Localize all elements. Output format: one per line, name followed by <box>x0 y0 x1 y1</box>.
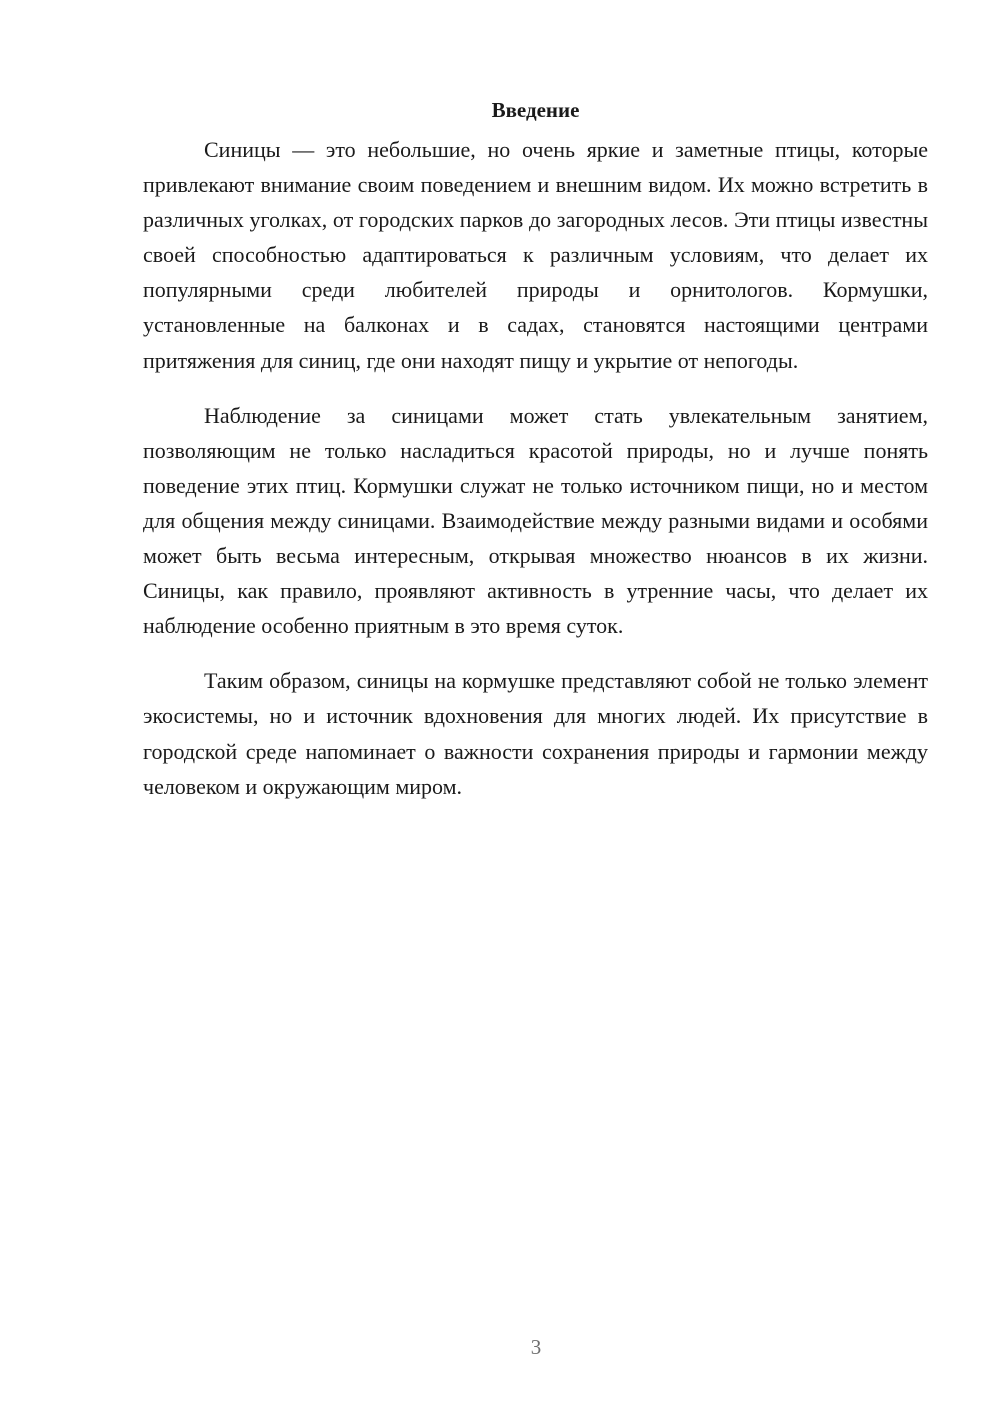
page-number: 3 <box>530 1335 542 1359</box>
section-heading: Введение <box>491 98 580 122</box>
paragraph-1: Синицы — это небольшие, но очень яркие и заметные птицы, которые привлекают внимание своим поведением и внешним видом. Их можно встретить в различных уголках, от городских парков до загородных лесов. Эти птицы известны своей способностью адаптироваться к различным условиям, что делает их популярными среди любителей природы и орнитологов. Кормушки, установленные на балконах и в садах, становятся настоящими центрами притяжения для синиц, где они находят пищу и укрытие от непогоды. <box>143 137 928 373</box>
page-content <box>143 95 928 824</box>
paragraph-2: Наблюдение за синицами может стать увлекательным занятием, позволяющим не только насладиться красотой природы, но и лучше понять поведение этих птиц. Кормушки служат не только источником пищи, но и местом для общения между синицами. Взаимодействие между разными видами и особями может быть весьма интересным, открывая множество нюансов в их жизни. Синицы, как правило, проявляют активность в утренние часы, что делает их наблюдение особенно приятным в это время суток. <box>143 402 928 639</box>
paragraph-3: Таким образом, синицы на кормушке представляют собой не только элемент экосистемы, но и источник вдохновения для многих людей. Их присутствие в городской среде напоминает о важности сохранения природы и гармонии между человеком и окружающим миром. <box>143 668 928 799</box>
